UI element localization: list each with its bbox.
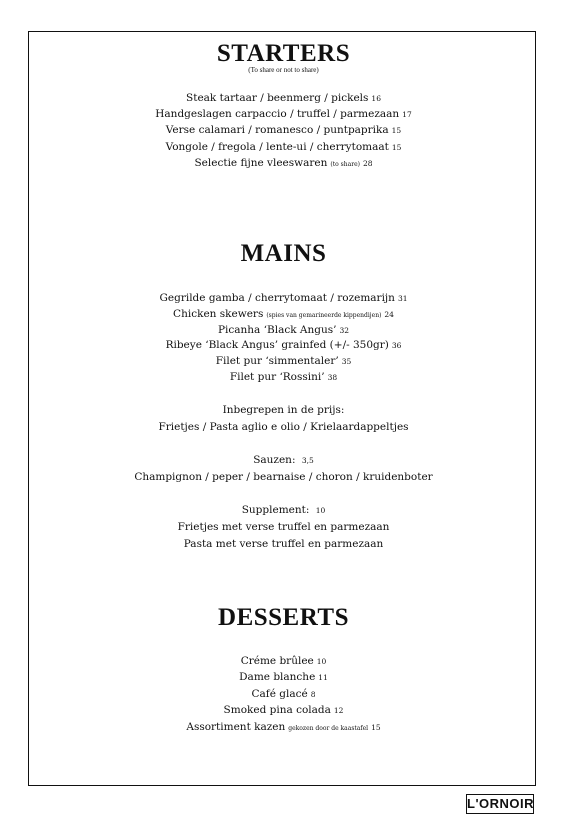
menu-item-price: 12 <box>333 706 344 716</box>
menu-item-name: Filet pur ‘simmentaler’ <box>215 355 339 368</box>
menu-item-price: 36 <box>391 341 402 351</box>
menu-item-name: Filet pur ‘Rossini’ <box>229 371 325 383</box>
menu-item <box>0 339 567 352</box>
desserts-heading: DESSERTS <box>218 604 349 631</box>
menu-item-price: 16 <box>371 94 381 103</box>
menu-item-name: Selectie fijne vleeswaren <box>194 156 328 169</box>
menu-item-price: 15 <box>391 142 402 152</box>
menu-item-price: 35 <box>341 357 352 367</box>
menu-item <box>0 671 567 684</box>
sauces-line <box>0 454 567 467</box>
menu-item-price: 31 <box>397 294 408 303</box>
menu-item-name: Picanha ‘Black Angus’ <box>217 323 337 336</box>
menu-item-name: Gegrilde gamba / cherrytomaat / rozemarijn <box>159 292 395 304</box>
supplement-price: 10 <box>315 506 326 515</box>
menu-item-name: Assortiment kazen <box>186 720 286 733</box>
supplement-line <box>0 504 567 517</box>
included-items: Frietjes / Pasta aglio e olio / Krielaardappeltjes <box>158 421 409 433</box>
supplement-item: Pasta met verse truffel en parmezaan <box>183 538 384 550</box>
menu-item <box>0 371 567 384</box>
menu-item-price: 11 <box>318 673 328 683</box>
menu-item-name: Café glacé <box>251 687 308 700</box>
menu-item-name: Smoked pina colada <box>223 704 331 717</box>
starters-subtitle: (To share or not to share) <box>248 66 319 74</box>
menu-item-name: Créme brûlee <box>240 655 314 667</box>
menu-item <box>0 141 567 154</box>
menu-item-price: 15 <box>371 722 381 732</box>
menu-item-name: Handgeslagen carpaccio / truffel / parmezaan <box>155 108 400 121</box>
menu-item <box>0 157 567 171</box>
menu-item <box>0 655 567 668</box>
menu-item <box>0 124 567 137</box>
menu-item <box>0 308 567 322</box>
menu-item-note: (to share) <box>330 160 360 168</box>
menu-item-price: 24 <box>384 309 394 319</box>
menu-item <box>0 688 567 701</box>
menu-item-price: 32 <box>339 325 350 335</box>
sauces-label: Sauzen: <box>253 454 296 466</box>
sauces-items: Champignon / peper / bearnaise / choron / kruidenboter <box>134 471 433 483</box>
menu-item-name: Chicken skewers <box>173 307 264 320</box>
supplement-item: Frietjes met verse truffel en parmezaan <box>177 521 390 533</box>
included-label: Inbegrepen in de prijs: <box>222 404 345 416</box>
menu-item-note: (spies van gemarineerde kippendijen) <box>266 311 382 319</box>
menu-item <box>0 355 567 368</box>
menu-item <box>0 92 567 105</box>
menu-item <box>0 721 567 735</box>
supplement-label: Supplement: <box>241 504 310 516</box>
menu-item-price: 10 <box>316 657 327 666</box>
menu-item-note: gekozen door de kaastafel <box>288 724 369 732</box>
menu-item-price: 38 <box>327 373 338 382</box>
menu-item-price: 28 <box>362 158 373 168</box>
mains-heading: MAINS <box>240 240 327 267</box>
menu-item-price: 17 <box>402 110 412 120</box>
menu-item <box>0 704 567 717</box>
starters-heading: STARTERS <box>216 40 351 67</box>
restaurant-logo: L'ORNOIR <box>466 794 534 814</box>
menu-item-name: Steak tartaar / beenmerg / pickels <box>186 92 369 104</box>
menu-item-price: 15 <box>391 126 402 136</box>
menu-item-name: Vongole / fregola / lente-ui / cherrytomaat <box>165 140 389 153</box>
menu-item-name: Dame blanche <box>239 671 316 684</box>
menu-item <box>0 108 567 121</box>
sauces-price: 3,5 <box>301 456 314 465</box>
menu-item <box>0 292 567 305</box>
menu-item-name: Verse calamari / romanesco / puntpaprika <box>165 124 389 137</box>
menu-item <box>0 324 567 337</box>
menu-item-price: 8 <box>310 689 316 699</box>
menu-item-name: Ribeye ‘Black Angus’ grainfed (+/- 350gr) <box>165 339 389 352</box>
